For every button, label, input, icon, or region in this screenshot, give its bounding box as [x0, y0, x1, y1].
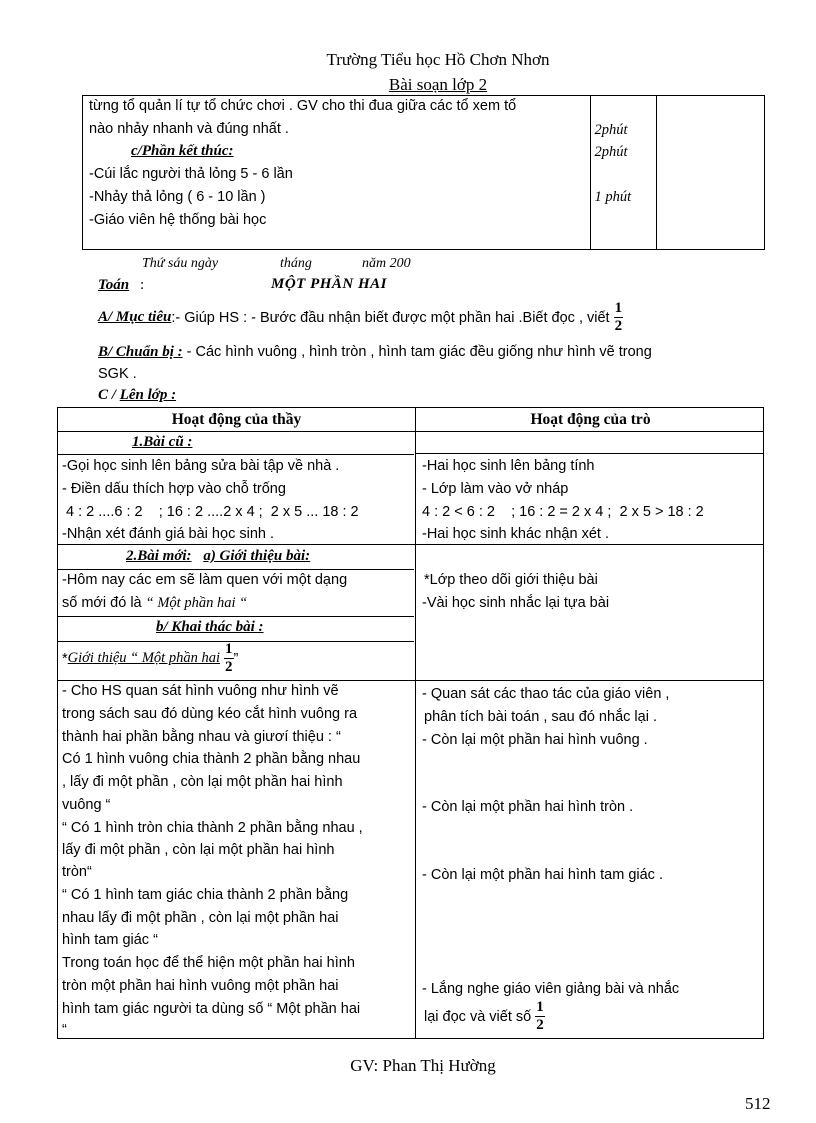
prep-label: B/ Chuẩn bị : [98, 344, 183, 360]
date-day: Thứ sáu ngày [142, 256, 219, 271]
gioithieu-mph: Giới thiệu “ Một phần hai [67, 650, 220, 666]
teacher-body-5: , lấy đi một phần , còn lại một phần hai hình [62, 774, 343, 790]
student-body-6: - Lắng nghe giáo viên giảng bài và nhắc [422, 981, 680, 997]
teacher-body-16: “ [62, 1022, 67, 1038]
student-intro-2: -Vài học sinh nhắc lại tựa bài [422, 595, 610, 611]
school-name: Trường Tiểu học Hồ Chơn Nhơn [326, 50, 550, 69]
top-line-4: -Cúi lắc người thả lỏng 5 - 6 lần [89, 166, 293, 182]
objective-label: A/ Mục tiêu [98, 309, 172, 325]
teacher-body-1: - Cho HS quan sát hình vuông như hình vẽ [62, 683, 339, 699]
top-line-2: nào nhảy nhanh và đúng nhất . [89, 121, 289, 137]
student-intro-1: *Lớp theo dõi giới thiệu bài [424, 572, 598, 588]
top-table-time-cell [590, 96, 657, 250]
teacher-intro-2: số mới đó là “ Một phần hai “ [62, 595, 248, 611]
teacher-name: GV: Phan Thị Hường [350, 1056, 496, 1075]
lenlop-line: C / Lên lớp : [98, 387, 177, 403]
subject-label: Toán [98, 277, 130, 293]
student-body-1: - Quan sát các thao tác của giáo viên , [422, 686, 670, 702]
fraction-one-half-3: $\frac{1}{2}$ [536, 999, 544, 1033]
prep-text-2: SGK . [98, 366, 137, 382]
intro-quote: “ Một phần hai “ [145, 595, 248, 611]
objective-text: :- Giúp HS : - Bước đầu nhận biết được một phần hai .Biết đọc , viết [171, 309, 610, 326]
objective-line [98, 301, 623, 334]
teacher-body-4: Có 1 hình vuông chia thành 2 phần bằng nhau [62, 751, 361, 767]
teacher-body-7: “ Có 1 hình tròn chia thành 2 phần bằng nhau , [62, 820, 363, 836]
top-table-content-cell [83, 96, 591, 250]
teacher-baicu-3: 4 : 2 ....6 : 2 ; 16 : 2 ....2 x 4 ; 2 x 5 ... 18 : 2 [62, 504, 359, 520]
teacher-intro-1: -Hôm nay các em sẽ làm quen với một dạng [62, 572, 348, 588]
teacher-body-11: nhau lấy đi một phần , còn lại một phần hai [62, 910, 339, 926]
fraction-one-half: $\frac{1}{2}$ [614, 300, 623, 334]
teacher-baicu-4: -Nhận xét đánh giá bài học sinh . [62, 526, 274, 542]
teacher-body-2: trong sách sau đó dùng kéo cắt hình vuông ra [62, 706, 358, 722]
top-table [82, 95, 765, 250]
baimoi-title: 2.Bài mới: [126, 548, 192, 564]
teacher-body-15: hình tam giác người ta dùng số “ Một phần hai [62, 1001, 361, 1017]
teacher-body-8: lấy đi một phần , còn lại một phần hai hình [62, 842, 335, 858]
student-baicu-2: - Lớp làm vào vở nháp [422, 481, 569, 497]
teacher-body-14: tròn một phần hai hình vuông một phần hai [62, 978, 339, 994]
student-body-7: lại đọc và viết số $\frac{1}{2}$ [424, 999, 544, 1033]
student-body-5: - Còn lại một phần hai hình tam giác . [422, 867, 663, 883]
student-baicu-1: -Hai học sinh lên bảng tính [422, 458, 595, 474]
student-body-3: - Còn lại một phần hai hình vuông . [422, 732, 648, 748]
khaithac-title: b/ Khai thác bài : [156, 619, 264, 635]
student-baicu-3: 4 : 2 < 6 : 2 ; 16 : 2 = 2 x 4 ; 2 x 5 > 18 : 2 [422, 504, 704, 520]
ket-thuc-heading: c/Phần kết thúc: [131, 143, 234, 159]
teacher-baicu-2: - Điền dấu thích hợp vào chỗ trống [62, 481, 286, 497]
fraction-one-half-2: $\frac{1}{2}$ [225, 641, 233, 675]
header-teacher: Hoạt động của thầy [171, 411, 302, 428]
teacher-body-13: Trong toán học để thể hiện một phần hai hình [62, 955, 355, 971]
student-body-2: phân tích bài toán , sau đó nhắc lại . [424, 709, 657, 725]
teacher-body-3: thành hai phần bằng nhau và giươí thiệu : “ [62, 729, 341, 745]
teacher-baicu-1: -Gọi học sinh lên bảng sửa bài tập về nhà . [62, 458, 340, 474]
prep-line [98, 344, 652, 361]
prep-text: - Các hình vuông , hình tròn , hình tam giác đều giống như hình vẽ trong [182, 344, 652, 360]
date-year: năm 200 [362, 256, 411, 271]
header-student: Hoạt động của trò [530, 411, 651, 428]
baicu-title: 1.Bài cũ : [132, 434, 193, 450]
student-body-4: - Còn lại một phần hai hình tròn . [422, 799, 634, 815]
page-number: 512 [745, 1094, 771, 1113]
gioithieu-mph-line: * Giới thiệu “ Một phần hai $\frac{1}{2}$ ” [62, 641, 239, 675]
time-2: 2phút [594, 144, 628, 160]
subject-colon: : [140, 277, 145, 293]
top-line-6: -Giáo viên hệ thống bài học [89, 212, 267, 228]
teacher-body-10: “ Có 1 hình tam giác chia thành 2 phần bằng [62, 887, 349, 903]
top-line-5: -Nhảy thả lỏng ( 6 - 10 lần ) [89, 189, 266, 205]
teacher-body-9: tròn“ [62, 864, 92, 880]
baimoi-heading [126, 548, 310, 565]
main-table [57, 407, 764, 1039]
time-3: 1 phút [594, 189, 632, 205]
lesson-plan-subtitle: Bài soạn lớp 2 [388, 75, 488, 94]
top-table-notes-cell [657, 96, 765, 250]
top-line-1: từng tổ quản lí tự tổ chức chơi . GV cho thi đua giữa các tổ xem tổ [89, 98, 517, 114]
student-baicu-4: -Hai học sinh khác nhận xét . [422, 526, 609, 542]
date-month: tháng [280, 256, 312, 271]
lenlop-label: Lên lớp : [119, 387, 177, 403]
gioithieu-title: a) Giới thiệu bài: [203, 548, 311, 564]
teacher-body-12: hình tam giác “ [62, 932, 158, 948]
lesson-title: MỘT PHẦN HAI [271, 276, 388, 292]
teacher-body-6: vuông “ [62, 797, 111, 813]
time-1: 2phút [594, 122, 628, 138]
